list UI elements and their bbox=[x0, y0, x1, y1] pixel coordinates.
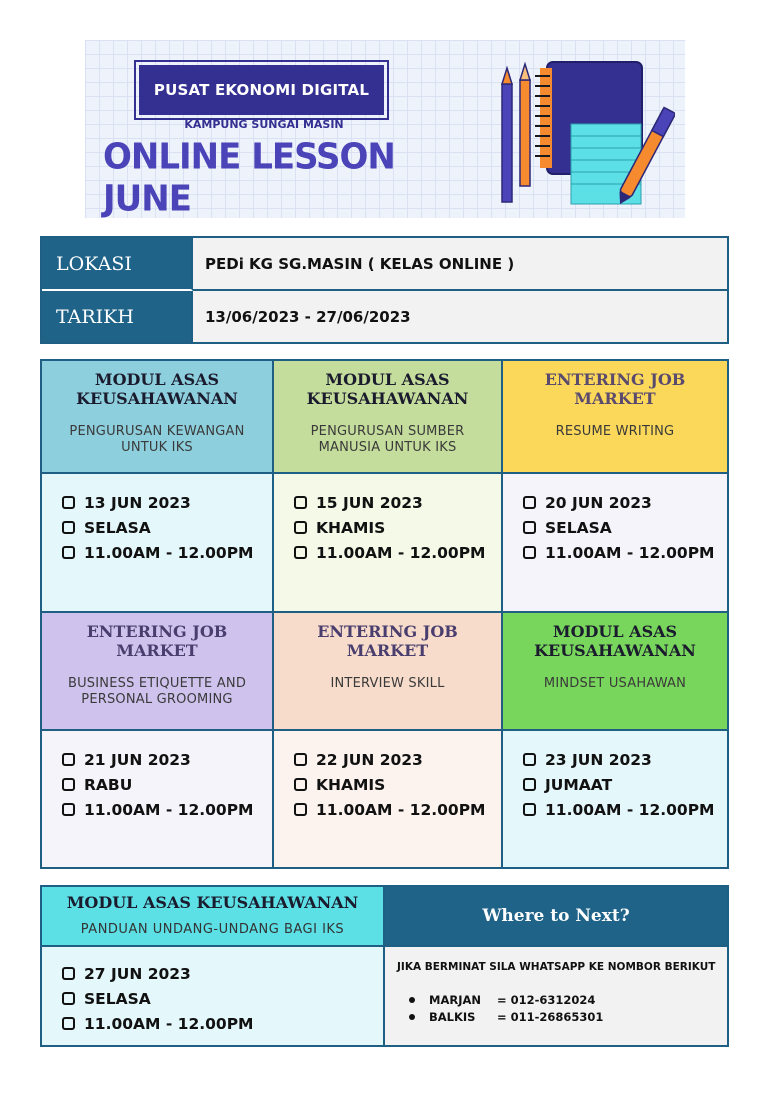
org-name-box bbox=[139, 65, 384, 115]
module-schedule bbox=[274, 474, 503, 613]
checkbox-icon bbox=[62, 753, 75, 766]
checkbox-icon bbox=[294, 521, 307, 534]
module-subtitle: INTERVIEW SKILL bbox=[330, 676, 445, 691]
checkbox-icon bbox=[62, 496, 75, 509]
contact-number: = 012-6312024 bbox=[497, 992, 596, 1007]
checkbox-icon bbox=[523, 803, 536, 816]
module-title: MODUL ASAS KEUSAHAWANAN bbox=[534, 622, 696, 660]
day-item bbox=[62, 772, 272, 797]
date-text: 15 JUN 2023 bbox=[316, 493, 423, 512]
time-text: 11.00AM - 12.00PM bbox=[545, 800, 715, 819]
module-header bbox=[503, 613, 727, 731]
module-schedule bbox=[42, 474, 274, 613]
date-item bbox=[294, 490, 501, 515]
checkbox-icon bbox=[294, 496, 307, 509]
module-header bbox=[274, 613, 503, 731]
date-item bbox=[523, 747, 727, 772]
day-text: SELASA bbox=[84, 989, 151, 1008]
day-text: SELASA bbox=[84, 518, 151, 537]
checkbox-icon bbox=[294, 753, 307, 766]
date-item bbox=[294, 747, 501, 772]
time-item bbox=[294, 797, 501, 822]
checkbox-icon bbox=[523, 753, 536, 766]
date-text: 27 JUN 2023 bbox=[84, 964, 191, 983]
module-header bbox=[274, 361, 503, 474]
day-text: KHAMIS bbox=[316, 518, 386, 537]
page-title: ONLINE LESSON JUNE bbox=[103, 136, 395, 220]
time-item bbox=[62, 797, 272, 822]
day-item bbox=[62, 515, 272, 540]
date-item bbox=[62, 747, 272, 772]
module-schedule bbox=[274, 731, 503, 867]
checkbox-icon bbox=[62, 992, 75, 1005]
date-text: 20 JUN 2023 bbox=[545, 493, 652, 512]
module-schedule bbox=[503, 474, 727, 613]
module-title: MODUL ASAS KEUSAHAWANAN bbox=[306, 370, 469, 408]
module-subtitle: RESUME WRITING bbox=[555, 424, 675, 439]
time-item bbox=[294, 540, 501, 565]
module-title: MODUL ASAS KEUSAHAWANAN bbox=[66, 893, 359, 912]
location-subtitle: KAMPUNG SUNGAI MASIN bbox=[184, 118, 344, 131]
module-subtitle: BUSINESS ETIQUETTE AND PERSONAL GROOMING bbox=[67, 676, 247, 707]
contact-item bbox=[397, 991, 727, 1008]
day-item bbox=[294, 515, 501, 540]
checkbox-icon bbox=[523, 778, 536, 791]
checkbox-icon bbox=[294, 778, 307, 791]
lokasi-label: LOKASI bbox=[42, 238, 193, 291]
module-subtitle: PENGURUSAN KEWANGAN UNTUK IKS bbox=[69, 424, 245, 455]
day-text: SELASA bbox=[545, 518, 612, 537]
header-banner bbox=[85, 40, 685, 218]
module-subtitle: PANDUAN UNDANG-UNDANG BAGI IKS bbox=[80, 922, 345, 937]
module-title: ENTERING JOB MARKET bbox=[86, 622, 228, 660]
module-title: ENTERING JOB MARKET bbox=[317, 622, 458, 660]
module-header bbox=[42, 361, 274, 474]
time-text: 11.00AM - 12.00PM bbox=[545, 543, 715, 562]
checkbox-icon bbox=[62, 803, 75, 816]
time-text: 11.00AM - 12.00PM bbox=[84, 800, 254, 819]
time-item bbox=[62, 540, 272, 565]
stationery-illustration-icon bbox=[495, 54, 675, 209]
checkbox-icon bbox=[523, 521, 536, 534]
module-title: ENTERING JOB MARKET bbox=[544, 370, 686, 408]
module-schedule bbox=[42, 947, 385, 1045]
date-item bbox=[62, 961, 383, 986]
info-table bbox=[40, 236, 729, 344]
checkbox-icon bbox=[523, 546, 536, 559]
lokasi-value: PEDi KG SG.MASIN ( KELAS ONLINE ) bbox=[193, 238, 727, 291]
contact-intro: JIKA BERMINAT SILA WHATSAPP KE NOMBOR BERIKUT bbox=[397, 961, 716, 973]
day-text: KHAMIS bbox=[316, 775, 386, 794]
module-header bbox=[42, 887, 385, 947]
where-next-heading: Where to Next? bbox=[385, 887, 727, 947]
checkbox-icon bbox=[62, 1017, 75, 1030]
bullet-icon bbox=[409, 1014, 415, 1020]
time-text: 11.00AM - 12.00PM bbox=[316, 543, 486, 562]
time-item bbox=[523, 540, 727, 565]
bullet-icon bbox=[409, 997, 415, 1003]
day-text: JUMAAT bbox=[545, 775, 613, 794]
checkbox-icon bbox=[523, 496, 536, 509]
checkbox-icon bbox=[294, 803, 307, 816]
time-text: 11.00AM - 12.00PM bbox=[316, 800, 486, 819]
module-header bbox=[42, 613, 274, 731]
checkbox-icon bbox=[62, 521, 75, 534]
contact-name: MARJAN bbox=[429, 992, 482, 1007]
module-schedule-grid bbox=[40, 359, 729, 869]
day-item bbox=[523, 772, 727, 797]
day-text: RABU bbox=[84, 775, 133, 794]
date-item bbox=[62, 490, 272, 515]
contact-item bbox=[397, 1008, 727, 1025]
date-text: 13 JUN 2023 bbox=[84, 493, 191, 512]
time-text: 11.00AM - 12.00PM bbox=[84, 543, 254, 562]
module-schedule bbox=[503, 731, 727, 867]
day-item bbox=[523, 515, 727, 540]
tarikh-value: 13/06/2023 - 27/06/2023 bbox=[193, 291, 727, 342]
org-name: PUSAT EKONOMI DIGITAL bbox=[153, 81, 370, 99]
module-header bbox=[503, 361, 727, 474]
lokasi-row bbox=[42, 238, 727, 291]
date-text: 22 JUN 2023 bbox=[316, 750, 423, 769]
checkbox-icon bbox=[62, 778, 75, 791]
date-text: 21 JUN 2023 bbox=[84, 750, 191, 769]
module-title: MODUL ASAS KEUSAHAWANAN bbox=[76, 370, 238, 408]
date-item bbox=[523, 490, 727, 515]
time-item bbox=[523, 797, 727, 822]
checkbox-icon bbox=[62, 546, 75, 559]
checkbox-icon bbox=[294, 546, 307, 559]
contact-name: BALKIS bbox=[429, 1009, 476, 1024]
contact-panel bbox=[385, 947, 727, 1045]
final-module-and-contact bbox=[40, 885, 729, 1047]
module-subtitle: MINDSET USAHAWAN bbox=[543, 676, 687, 691]
tarikh-label: TARIKH bbox=[42, 291, 193, 342]
day-item bbox=[62, 986, 383, 1011]
time-text: 11.00AM - 12.00PM bbox=[84, 1014, 254, 1033]
day-item bbox=[294, 772, 501, 797]
checkbox-icon bbox=[62, 967, 75, 980]
module-schedule bbox=[42, 731, 274, 867]
time-item bbox=[62, 1011, 383, 1036]
contact-list bbox=[397, 991, 727, 1025]
tarikh-row bbox=[42, 291, 727, 342]
contact-number: = 011-26865301 bbox=[497, 1009, 604, 1024]
date-text: 23 JUN 2023 bbox=[545, 750, 652, 769]
module-subtitle: PENGURUSAN SUMBER MANUSIA UNTUK IKS bbox=[310, 424, 465, 455]
